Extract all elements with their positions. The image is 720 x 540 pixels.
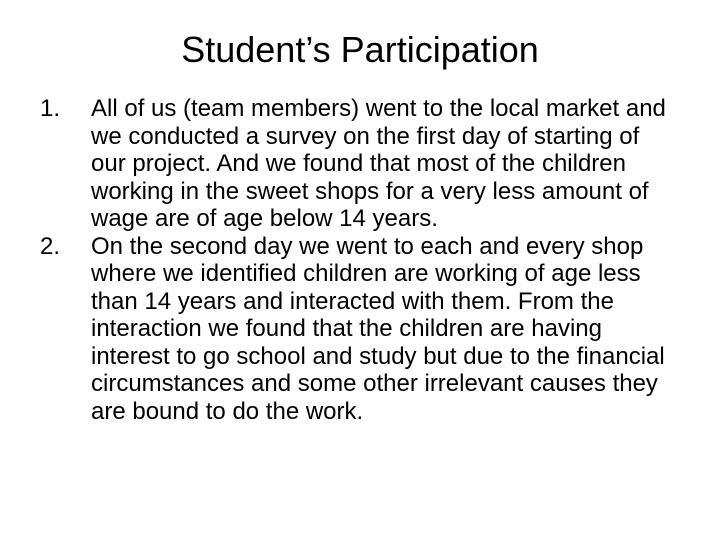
list-item-number: 1. — [40, 95, 61, 122]
slide-title: Student’s Participation — [181, 29, 539, 70]
list-item-text: All of us (team members) went to the local market and we conducted a survey on the first day of starting of our project. And we found that most of the children working in the sweet shops for a very less amount of wage are of age below 14 years. — [91, 95, 666, 232]
list-item-text: On the second day we went to each and every shop where we identified children are working of age less than 14 years and interacted with them. From the interaction we found that the children are having interest to go school and study but due to the financial circumstances and some other irrelevant causes they are bound to do the work. — [91, 232, 665, 425]
numbered-list — [40, 95, 670, 425]
list-item — [40, 233, 670, 426]
list-item-number: 2. — [40, 232, 61, 260]
list-item — [40, 95, 670, 233]
